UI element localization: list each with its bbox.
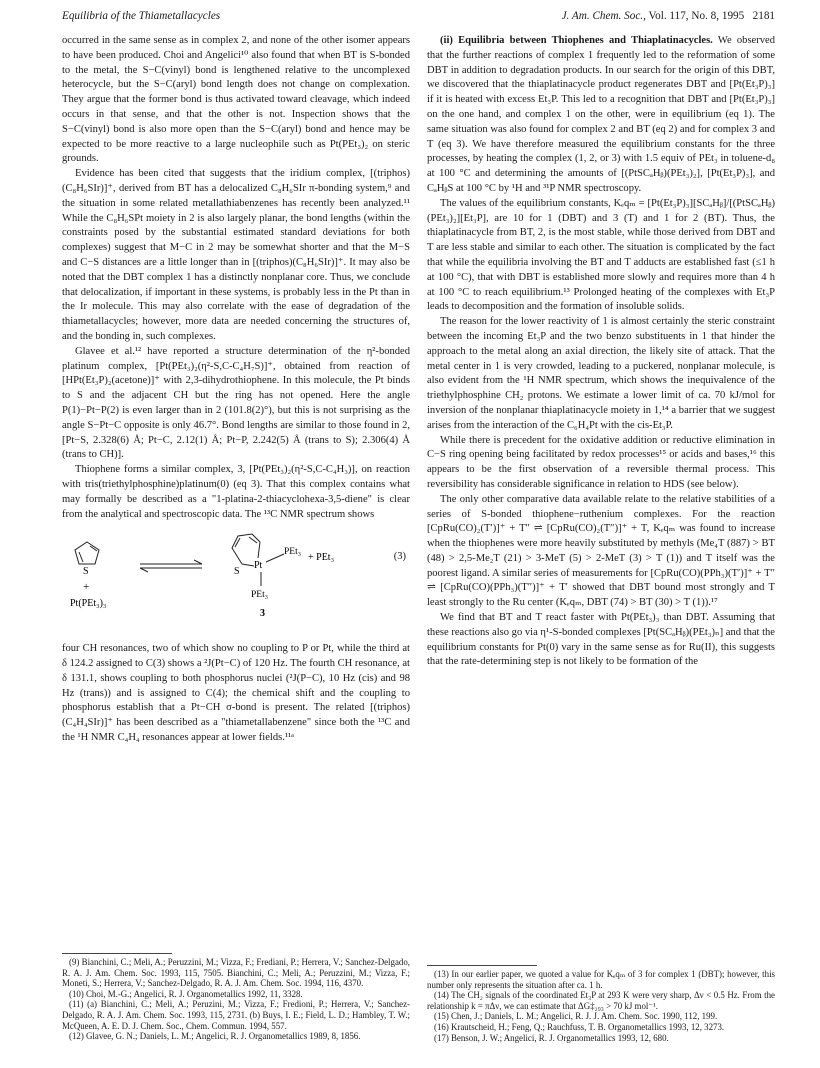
thiophene-s-label: S: [83, 566, 89, 578]
right-footnotes: [427, 960, 775, 1043]
right-paragraph-1-text: We observed that the further reactions of complex 1 frequently led to the reformation of some DBT in addition to degradation products. In our search for the origin of this DBT, we discovered that the thiaplatinacycle product regenerates DBT and [Pt(Et₃P)₃] if it is heated with excess Et₃P. This led to a recognition that DBT and [Pt(Et₃P)₃] on the one hand, and complex 1 on the other, were in equilibrium (eq 1). The same situation was also found for complex 2 and BT (eq 2) and for complex 3 and T (eq 3). We have therefore measured the equilibrium constants for the three processes, by heating the complex (1, 2, or 3) with 1.5 equiv of PEt₃ in toluene-d₈ at 100 °C and determining the amounts of [(PtSCₐHᵦ)(PEt₃)₂], [Pt(Et₃P)₃], and CₐHᵦS at 100 °C by ¹H and ³¹P NMR spectroscopy.: [427, 35, 775, 194]
left-paragraph-2: Evidence has been cited that suggests that the iridium complex, [(triphos)(C₈H₆SIr)]⁺, derived from BT has a delocalized C₈H₆SIr π-bonding system,⁹ and the situation in some related metallathiabenzenes has recently been analyzed.¹¹ While the C₈H₆SPt moiety in 2 is also largely planar, the bond lengths (within the constraints posed by the substantial estimated standard deviations for both complexes) suggest that M−C in 2 may be somewhat shorter and that the M−S and C−S distances are a little longer than in [(triphos)(C₈H₆SIr)]⁺. It may also be noted that the DBT complex 1 has a distinctly nonplanar core. Thus, we conclude that delocalization, if important in these systems, is probably less in the Pt than in the Ir molecule. This may also correlate with the ease of degradation of the thiametallacycles; however, more data are needed concerning the structures of, and the bonding in, such complexes.: [62, 168, 410, 342]
footnote-15: (15) Chen, J.; Daniels, L. M.; Angelici, R. J. J. Am. Chem. Soc. 1990, 112, 199.: [434, 1011, 718, 1022]
section-heading: (ii) Equilibria between Thiophenes and Thiaplatinacycles.: [440, 35, 713, 46]
footnote-12: (12) Glavee, G. N.; Daniels, L. M.; Angelici, R. J. Organometallics 1989, 8, 1856.: [69, 1031, 361, 1042]
right-paragraph-4: While there is precedent for the oxidative addition or reductive elimination in C−S ring opening being facilitated by redox processes¹⁵ or acids and bases,¹⁶ this appears to be the first observation of a reversible thermal process. This reversibility has considerable significance in relation to HDS (see below).: [427, 434, 775, 490]
reactant-plus: +: [83, 581, 90, 594]
right-paragraph-2: The values of the equilibrium constants, Kₑqₘ = [Pt(Et₃P)₃][SCₐHᵦ]/[(PtSCₐHᵦ)(PEt₃)₂][Et₃P], are 10 for 1 (DBT) and 3 (T) and 1 for 2 (BT). Thus, the thiaplatinacycle from BT, 2, is the most stable, while those derived from DBT and T are less stable and similar to each other. The situation is complicated by the fact that while the equilibria involving the BT and T adducts are established fast (≤1 h at 100 °C), that with DBT is established more slowly and requires more than 4 h at 100 °C to reach equilibrium.¹³ Prolonged heating of the complexes with Et₃P leads to decomposition and the formation of insoluble solids.: [427, 197, 775, 313]
byproduct-pet3: + PEt₃: [308, 552, 335, 564]
product-s-label: S: [234, 566, 240, 578]
right-paragraph-1: [427, 34, 775, 197]
equation-number: (3): [393, 551, 406, 563]
left-paragraph-5: four CH resonances, two of which show no coupling to P or Pt, while the third at δ 124.2 assigned to C(3) shows a ²J(Pt−C) of 120 Hz. The fourth CH resonance, at δ 131.1, shows coupling to both phosphorus nuclei (²J(P−C), 10 Hz (cis) and 98 Hz (trans)) and is assigned to C(4); the chemical shift and the coupling to phosphorus establish that a Pt−CH σ-bond is present. The related [(triphos)(C₄H₄SIr)]⁺ has been described as a "thiametallabenzene" since both the ¹³C and the ¹H NMR C₄H₄ resonances appear at lower fields.¹¹ᵃ: [62, 643, 410, 744]
journal-name: J. Am. Chem. Soc.,: [561, 10, 646, 22]
page-number: 2181: [752, 10, 775, 22]
product-pet3-bottom: PEt₃: [251, 590, 269, 601]
thiophene-structure: [75, 542, 99, 564]
right-paragraph-3: The reason for the lower reactivity of 1 is almost certainly the steric constraint between the incoming Et₃P and the two benzo substituents in 1 that hinder the approach to the metal along an axial direction, the likely site of attack. That the metal center in 1 is very crowded, leading to a puckered, nonplanar molecule, is also evident from the ¹H NMR spectrum, which shows the inequivalence of the triethylphosphine CH₂ protons. We estimate a lower limit of ca. 70 kJ/mol for inversion of the nonplanar thiaplatinacycle moiety in 1,¹⁴ a barrier that we suggest arises from the interaction of the C₆H₄Pt with the cis-Et₃P.: [427, 316, 775, 431]
right-paragraph-6: We find that BT and T react faster with Pt(PEt₃)₃ than DBT. Assuming that these reactions also go via η¹-S-bonded complexes [Pt(SCₐHᵦ)(PEt₃)ₙ] and that the equilibrium constants for Pt(0) vary in the same sense as for Ru(II), this suggests that the rate-determining step is not likely to be formation of the: [427, 612, 775, 668]
journal-volume: Vol. 117, No. 8, 1995: [648, 10, 745, 22]
footnote-rule-right: [427, 965, 537, 966]
footnote-13: (13) In our earlier paper, we quoted a value for Kₑqₘ of 3 for complex 1 (DBT); however, this number only represents the situation after ca. 1 h.: [427, 969, 775, 990]
product-pet3-top: PEt₃: [284, 547, 302, 558]
journal-citation: [562, 10, 775, 22]
left-paragraph-1: occurred in the same sense as in complex 2, and none of the other isomer appears to have been produced. Choi and Angelici¹⁰ also found that when BT is S-bonded to the metal, the S−C(vinyl) bond is lengthened relative to the uncomplexed heterocycle, but the S−C(aryl) bond length does not change on complexation. They argue that the former bond is thus activated toward cleavage, which indeed occurs in that sense, and that the other is not. Inspection shows that the S−C(vinyl) bond is also more open than the S−C(aryl) bond and hence may be expected to be more reactive to a large nucleophile such as Pt(PEt₃)₂ on steric grounds.: [62, 35, 410, 165]
footnote-17: (17) Benson, J. W.; Angelici, R. J. Organometallics 1993, 12, 680.: [434, 1032, 669, 1043]
running-header: [62, 10, 775, 26]
left-footnotes: [62, 948, 410, 1042]
product-pt-label: Pt: [254, 560, 263, 572]
left-paragraph-4: Thiophene forms a similar complex, 3, [Pt(PEt₃)₂(η²-S,C-C₄H₃)], on reaction with tris(triethylphosphine)platinum(0) (eq 3). That this complex contains what may formally be described as a "1-platina-2-thiacyclohexa-3,5-diene" is clear from the analytical and spectroscopic data. The ¹³C NMR spectrum shows: [62, 464, 410, 520]
equation-3-drawing: [62, 528, 410, 640]
footnote-9: (9) Bianchini, C.; Meli, A.; Peruzzini, M.; Vizza, F.; Frediani, P.; Herrera, V.; Sanchez-Delgado, R. A. J. Am. Chem. Soc. 1993, 115, 7505. Bianchini, C.; Meli, A.; Peruzzini, M.; Vizza, F.; Moneti, S.; Herrera, V.; Sanchez-Delgado, R. A. J. Am. Chem. Soc. 1994, 116, 4370.: [62, 957, 410, 989]
left-paragraph-3: Glavee et al.¹² have reported a structure determination of the η²-bonded platinum complex, [Pt(PEt₃)₂(η²-S,C-C₄H₇S)]⁺, obtained from reaction of [HPt(Et₃P)₂(acetone)]⁺ with 2,3-dihydrothiophene. In this molecule, the Pt binds to S and the adjacent CH but the ring has not opened. Here the angle P(1)−Pt−P(2) is even larger than in 2 (101.8(2)°), but this is not surprising as the angle S−Pt−C opposite is only 46.7°. Bond lengths are similar to those found in 2, [Pt−S, 2.328(6) Å; Pt−C, 2.12(1) Å; Pt−P, 2.242(5) Å (trans to S); 2.306(4) Å (trans to CH)].: [62, 345, 410, 461]
product-number: 3: [260, 608, 265, 620]
running-title: Equilibria of the Thiametallacycles: [62, 10, 221, 22]
footnote-11: (11) (a) Bianchini, C.; Meli, A.; Peruzini, M.; Vizza, F.; Fredioni, P.; Herrera, V.; Sanchez-Delgado, R. A. J. Am. Chem. Soc. 1993, 115, 2731. (b) Buys, I. E.; Field, L. D.; Hambley, T. W.; McQueen, A. E. D. J. Chem. Soc., Chem. Commun. 1994, 557.: [62, 999, 410, 1031]
left-column: [62, 34, 410, 746]
reactant-pt-complex: Pt(PEt₃)₃: [70, 598, 107, 610]
footnote-16: (16) Krautscheid, H.; Feng, Q.; Rauchfuss, T. B. Organometallics 1993, 12, 3273.: [434, 1021, 725, 1032]
equation-3-scheme: [62, 528, 410, 640]
right-paragraph-5: The only other comparative data available relate to the relative stabilities of a series of S-bonded thiophene−ruthenium complexes. For the reaction [CpRu(CO)₂(T′)]⁺ + T″ ⇌ [CpRu(CO)₂(T″)]⁺ + T, Kₑqₘ was found to increase when the thiophenes were more heavily substituted by methyls (Me₄T (887) > BT (48) > 2,5-Me₂T (21) > 3-MeT (5) > 2-MeT (3) > T (1)) and T itself was the poorest ligand. A similar series of measurements for [CpRu(CO)(PPh₃)(T′)]⁺ + T″ ⇌ [CpRu(CO)(PPh₃)(T″)]⁺ + T′ showed that DBT bound most strongly and T least strongly to the Ru center (Kₑqₘ, DBT (74) > BT (30) > T (1)).¹⁷: [427, 493, 775, 609]
equilibrium-arrow: [140, 560, 202, 572]
footnote-rule: [62, 953, 172, 954]
footnote-14: (14) The CH₂ signals of the coordinated Et₃P at 293 K were very sharp, Δν < 0.5 Hz. From the relationship k = πΔν, we can estimate that ΔG‡₂₉₃ > 70 kJ mol⁻¹.: [427, 990, 775, 1011]
right-column: [427, 34, 775, 670]
footnote-10: (10) Choi, M.-G.; Angelici, R. J. Organometallics 1992, 11, 3328.: [69, 988, 303, 999]
